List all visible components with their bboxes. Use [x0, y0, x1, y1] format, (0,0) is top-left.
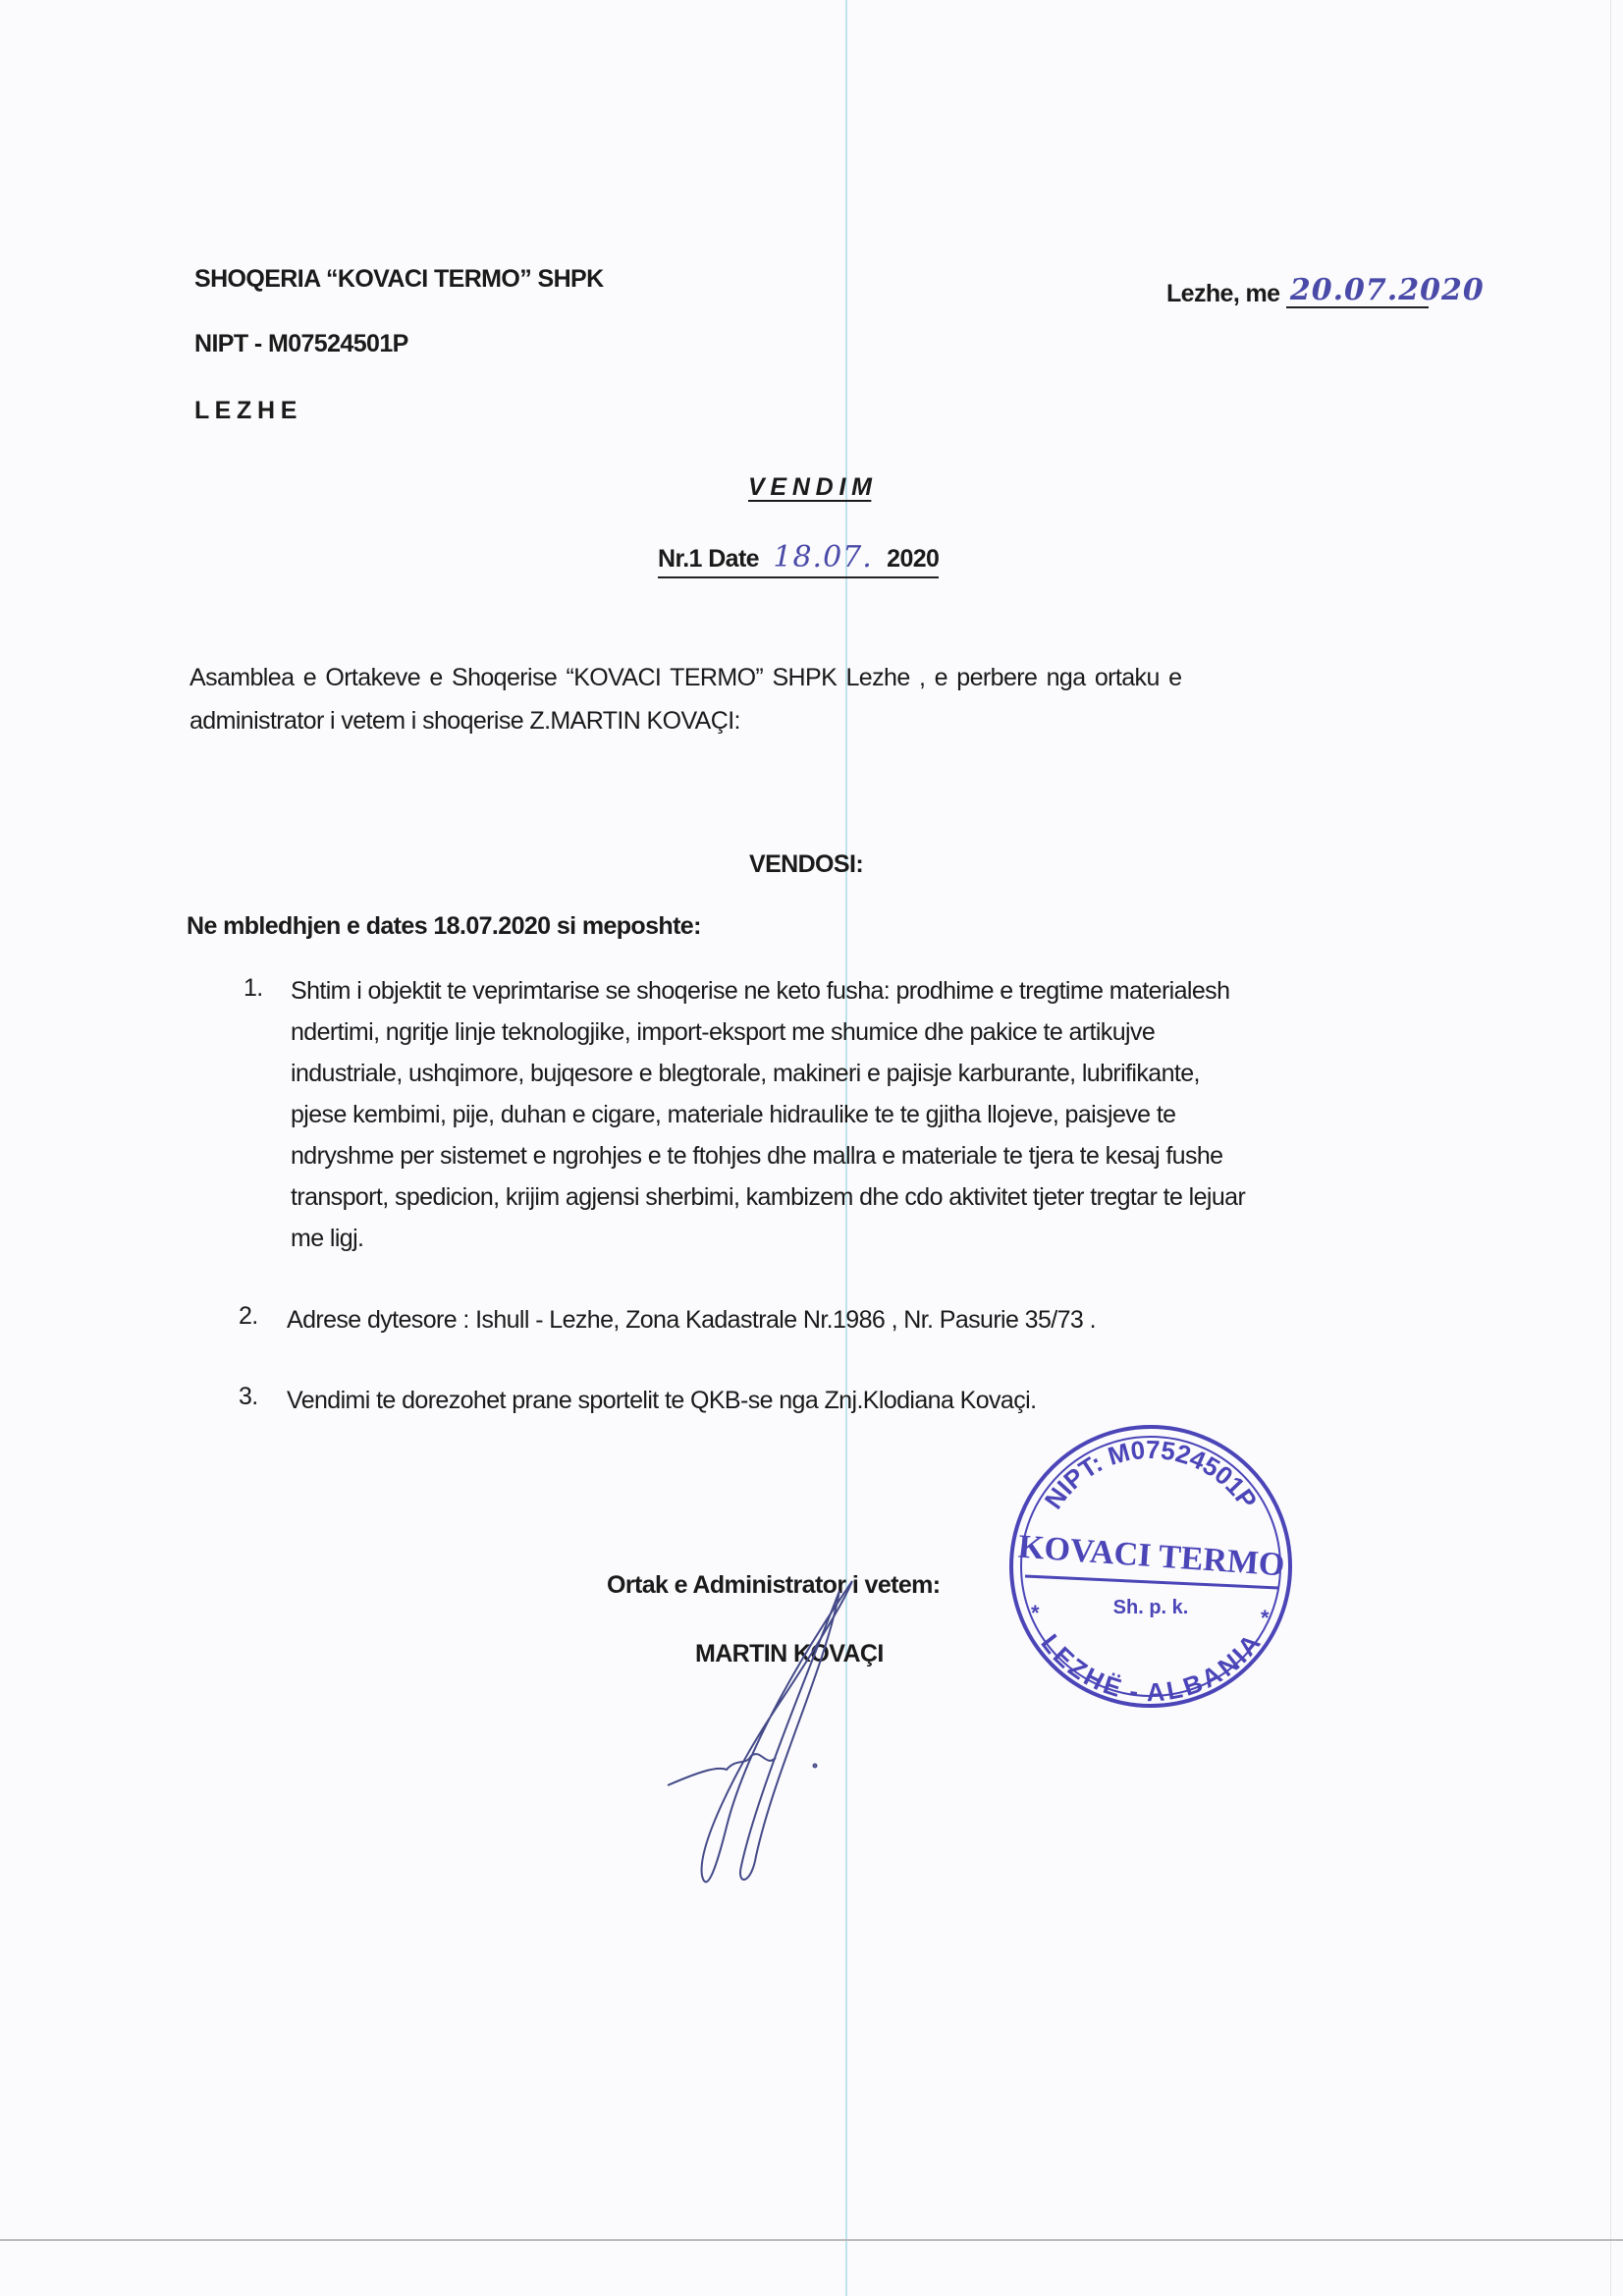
signatory-role: Ortak e Administrator i vetem: — [607, 1571, 941, 1599]
signature-stroke — [702, 1581, 852, 1882]
svg-text:NIPT: M07524501P — [1039, 1435, 1264, 1514]
place-label: Lezhe, me — [1166, 280, 1280, 307]
svg-text:LEZHË - ALBANIA — [1035, 1628, 1266, 1707]
item-line: me ligj. — [291, 1225, 364, 1252]
signature-dot — [814, 1765, 817, 1768]
stamp-bottom-text: LEZHË - ALBANIA — [1035, 1628, 1267, 1708]
company-name: SHOQERIA “KOVACI TERMO” SHPK — [194, 265, 604, 293]
item-line: industriale, ushqimore, bujqesore e blegtorale, makineri e pajisje karburante, lubrifikante, — [291, 1060, 1200, 1087]
decision-year: 2020 — [887, 545, 940, 573]
item-line: ndertimi, ngritje linje teknologjike, import-eksport me shumice dhe pakice te artikujve — [291, 1018, 1156, 1046]
date-blank — [1286, 273, 1485, 308]
stamp-star-icon: * — [1261, 1606, 1270, 1630]
company-stamp — [1003, 1419, 1298, 1714]
document-title: V E N D I M — [748, 473, 872, 501]
signature-stroke — [668, 1754, 776, 1785]
number-label: Nr.1 Date — [658, 545, 759, 573]
page-edge — [1610, 0, 1611, 2296]
page-bottom-edge — [0, 2239, 1623, 2241]
company-nipt: NIPT - M07524501P — [194, 330, 408, 357]
signatory-name: MARTIN KOVAÇI — [695, 1640, 884, 1667]
item-line: Shtim i objektit te veprimtarise se shoqerise ne keto fusha: prodhime e tregtime materialesh — [291, 977, 1230, 1005]
stamp-top-text: NIPT: M07524501P — [1038, 1434, 1264, 1514]
item-line: Adrese dytesore : Ishull - Lezhe, Zona Kadastrale Nr.1986 , Nr. Pasurie 35/73 . — [287, 1306, 1096, 1334]
item-line: pjese kembimi, pije, duhan e cigare, materiale hidraulike te te gjitha llojeve, paisjeve te — [291, 1101, 1176, 1128]
handwritten-decision-date: 18.07. — [773, 540, 873, 574]
document-number-date — [658, 540, 939, 578]
place-date — [1166, 273, 1485, 308]
handwritten-date: 20.07.2020 — [1289, 273, 1485, 307]
item-number: 1. — [243, 974, 263, 1002]
item-number: 3. — [239, 1383, 258, 1410]
item-line: ndryshme per sistemet e ngrohjes e te ftohjes dhe mallra e materiale te tjera te kesaj fushe — [291, 1142, 1223, 1170]
item-number: 2. — [239, 1302, 258, 1330]
handwritten-signature — [658, 1571, 854, 1895]
item-line: Vendimi te dorezohet prane sportelit te QKB-se nga Znj.Klodiana Kovaçi. — [287, 1387, 1037, 1414]
company-city: L E Z H E — [194, 397, 297, 424]
intro-line: administrator i vetem i shoqerise Z.MARTIN KOVAÇI: — [189, 707, 740, 735]
stamp-star-icon: * — [1031, 1601, 1040, 1625]
item-line: transport, spedicion, krijim agjensi sherbimi, kambizem dhe cdo aktivitet tjeter tregtar te lejuar — [291, 1183, 1246, 1211]
stamp-center-text: KOVACI TERMO — [1016, 1528, 1286, 1584]
stamp-sub-text: Sh. p. k. — [1112, 1597, 1189, 1618]
intro-line: Asamblea e Ortakeve e Shoqerise “KOVACI TERMO” SHPK Lezhe , e perbere nga ortaku e — [189, 664, 1182, 691]
decision-heading: VENDOSI: — [749, 850, 864, 878]
decision-subheading: Ne mbledhjen e dates 18.07.2020 si meposhte: — [187, 912, 701, 940]
